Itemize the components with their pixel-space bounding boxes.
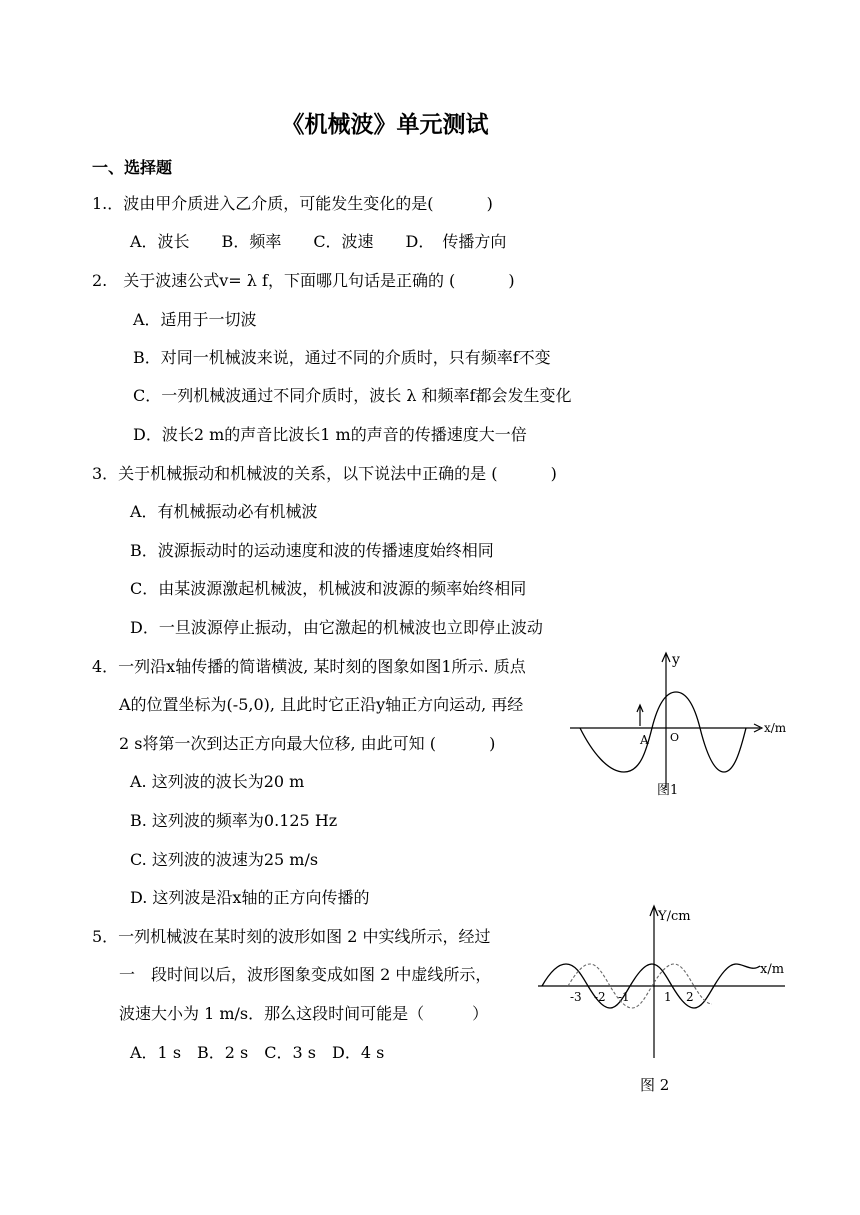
- q4-option-b: B. 这列波的频率为0.125 Hz: [130, 811, 338, 830]
- fig1-origin-label: O: [670, 731, 680, 744]
- fig2-tick-1: 1: [664, 990, 672, 1004]
- fig2-caption: 图 2: [640, 1076, 670, 1094]
- q5-stem-line1: 5．一列机械波在某时刻的波形如图 2 中实线所示，经过: [92, 927, 491, 946]
- fig2-y-label: Y/cm: [658, 909, 691, 924]
- q4-stem-line1: 4．一列沿x轴传播的简谐横波, 某时刻的图象如图1所示. 质点: [92, 657, 526, 676]
- q4-option-a: A. 这列波的波长为20 m: [130, 772, 305, 791]
- q3-option-a: A．有机械振动必有机械波: [130, 502, 318, 521]
- fig2-tick-neg2: -2: [594, 990, 606, 1004]
- q3-option-b: B．波源振动时的运动速度和波的传播速度始终相同: [130, 541, 494, 560]
- q1-options: A．波长 B．频率 C．波速 D． 传播方向: [130, 232, 507, 251]
- q5-stem-line2: 一 段时间以后，波形图象变成如图 2 中虚线所示，: [119, 965, 492, 984]
- q4-option-d: D. 这列波是沿x轴的正方向传播的: [130, 888, 370, 907]
- q3-option-d: D．一旦波源停止振动，由它激起的机械波也立即停止波动: [130, 618, 543, 637]
- fig1-caption: 图1: [657, 783, 679, 798]
- page-title: 《机械波》单元测试: [281, 112, 489, 138]
- q2-option-c: C．一列机械波通过不同介质时，波长 λ 和频率f都会发生变化: [133, 386, 572, 405]
- figure-1: [560, 648, 800, 808]
- q5-options: A．1 s B．2 s C．3 s D．4 s: [130, 1043, 385, 1062]
- fig1-x-label: x/m: [764, 721, 787, 735]
- q4-stem-line3: 2 s将第一次到达正方向最大位移, 由此可知 ( ): [119, 734, 496, 753]
- q4-stem-line2: A的位置坐标为(-5,0), 且此时它正沿y轴正方向运动, 再经: [119, 695, 524, 714]
- fig1-y-label: y: [672, 652, 680, 668]
- fig1-wave-curve: [580, 692, 746, 772]
- q2-option-d: D．波长2 m的声音比波长1 m的声音的传播速度大一倍: [133, 425, 527, 444]
- q4-option-c: C. 这列波的波速为25 m/s: [130, 850, 319, 869]
- fig1-point-label: A: [640, 733, 649, 747]
- fig2-tick-neg1: -1: [618, 990, 630, 1004]
- q2-option-a: A．适用于一切波: [133, 310, 257, 329]
- fig2-tick-neg3: -3: [570, 990, 582, 1004]
- q2-stem: 2. 关于波速公式v= λ f，下面哪几句话是正确的 ( ): [92, 271, 515, 290]
- section-heading: 一、选择题: [92, 158, 173, 177]
- figure-2: [530, 900, 800, 1100]
- q2-option-b: B．对同一机械波来说，通过不同的介质时，只有频率f不变: [133, 348, 551, 367]
- fig2-tick-2: 2: [686, 990, 694, 1004]
- q3-option-c: C．由某波源激起机械波，机械波和波源的频率始终相同: [130, 579, 527, 598]
- q1-stem: 1.．波由甲介质进入乙介质，可能发生变化的是( ): [92, 194, 493, 213]
- fig2-x-label: x/m: [760, 962, 785, 977]
- q5-stem-line3: 波速大小为 1 m/s．那么这段时间可能是（ ）: [119, 1004, 489, 1023]
- q3-stem: 3．关于机械振动和机械波的关系，以下说法中正确的是 ( ): [92, 464, 557, 483]
